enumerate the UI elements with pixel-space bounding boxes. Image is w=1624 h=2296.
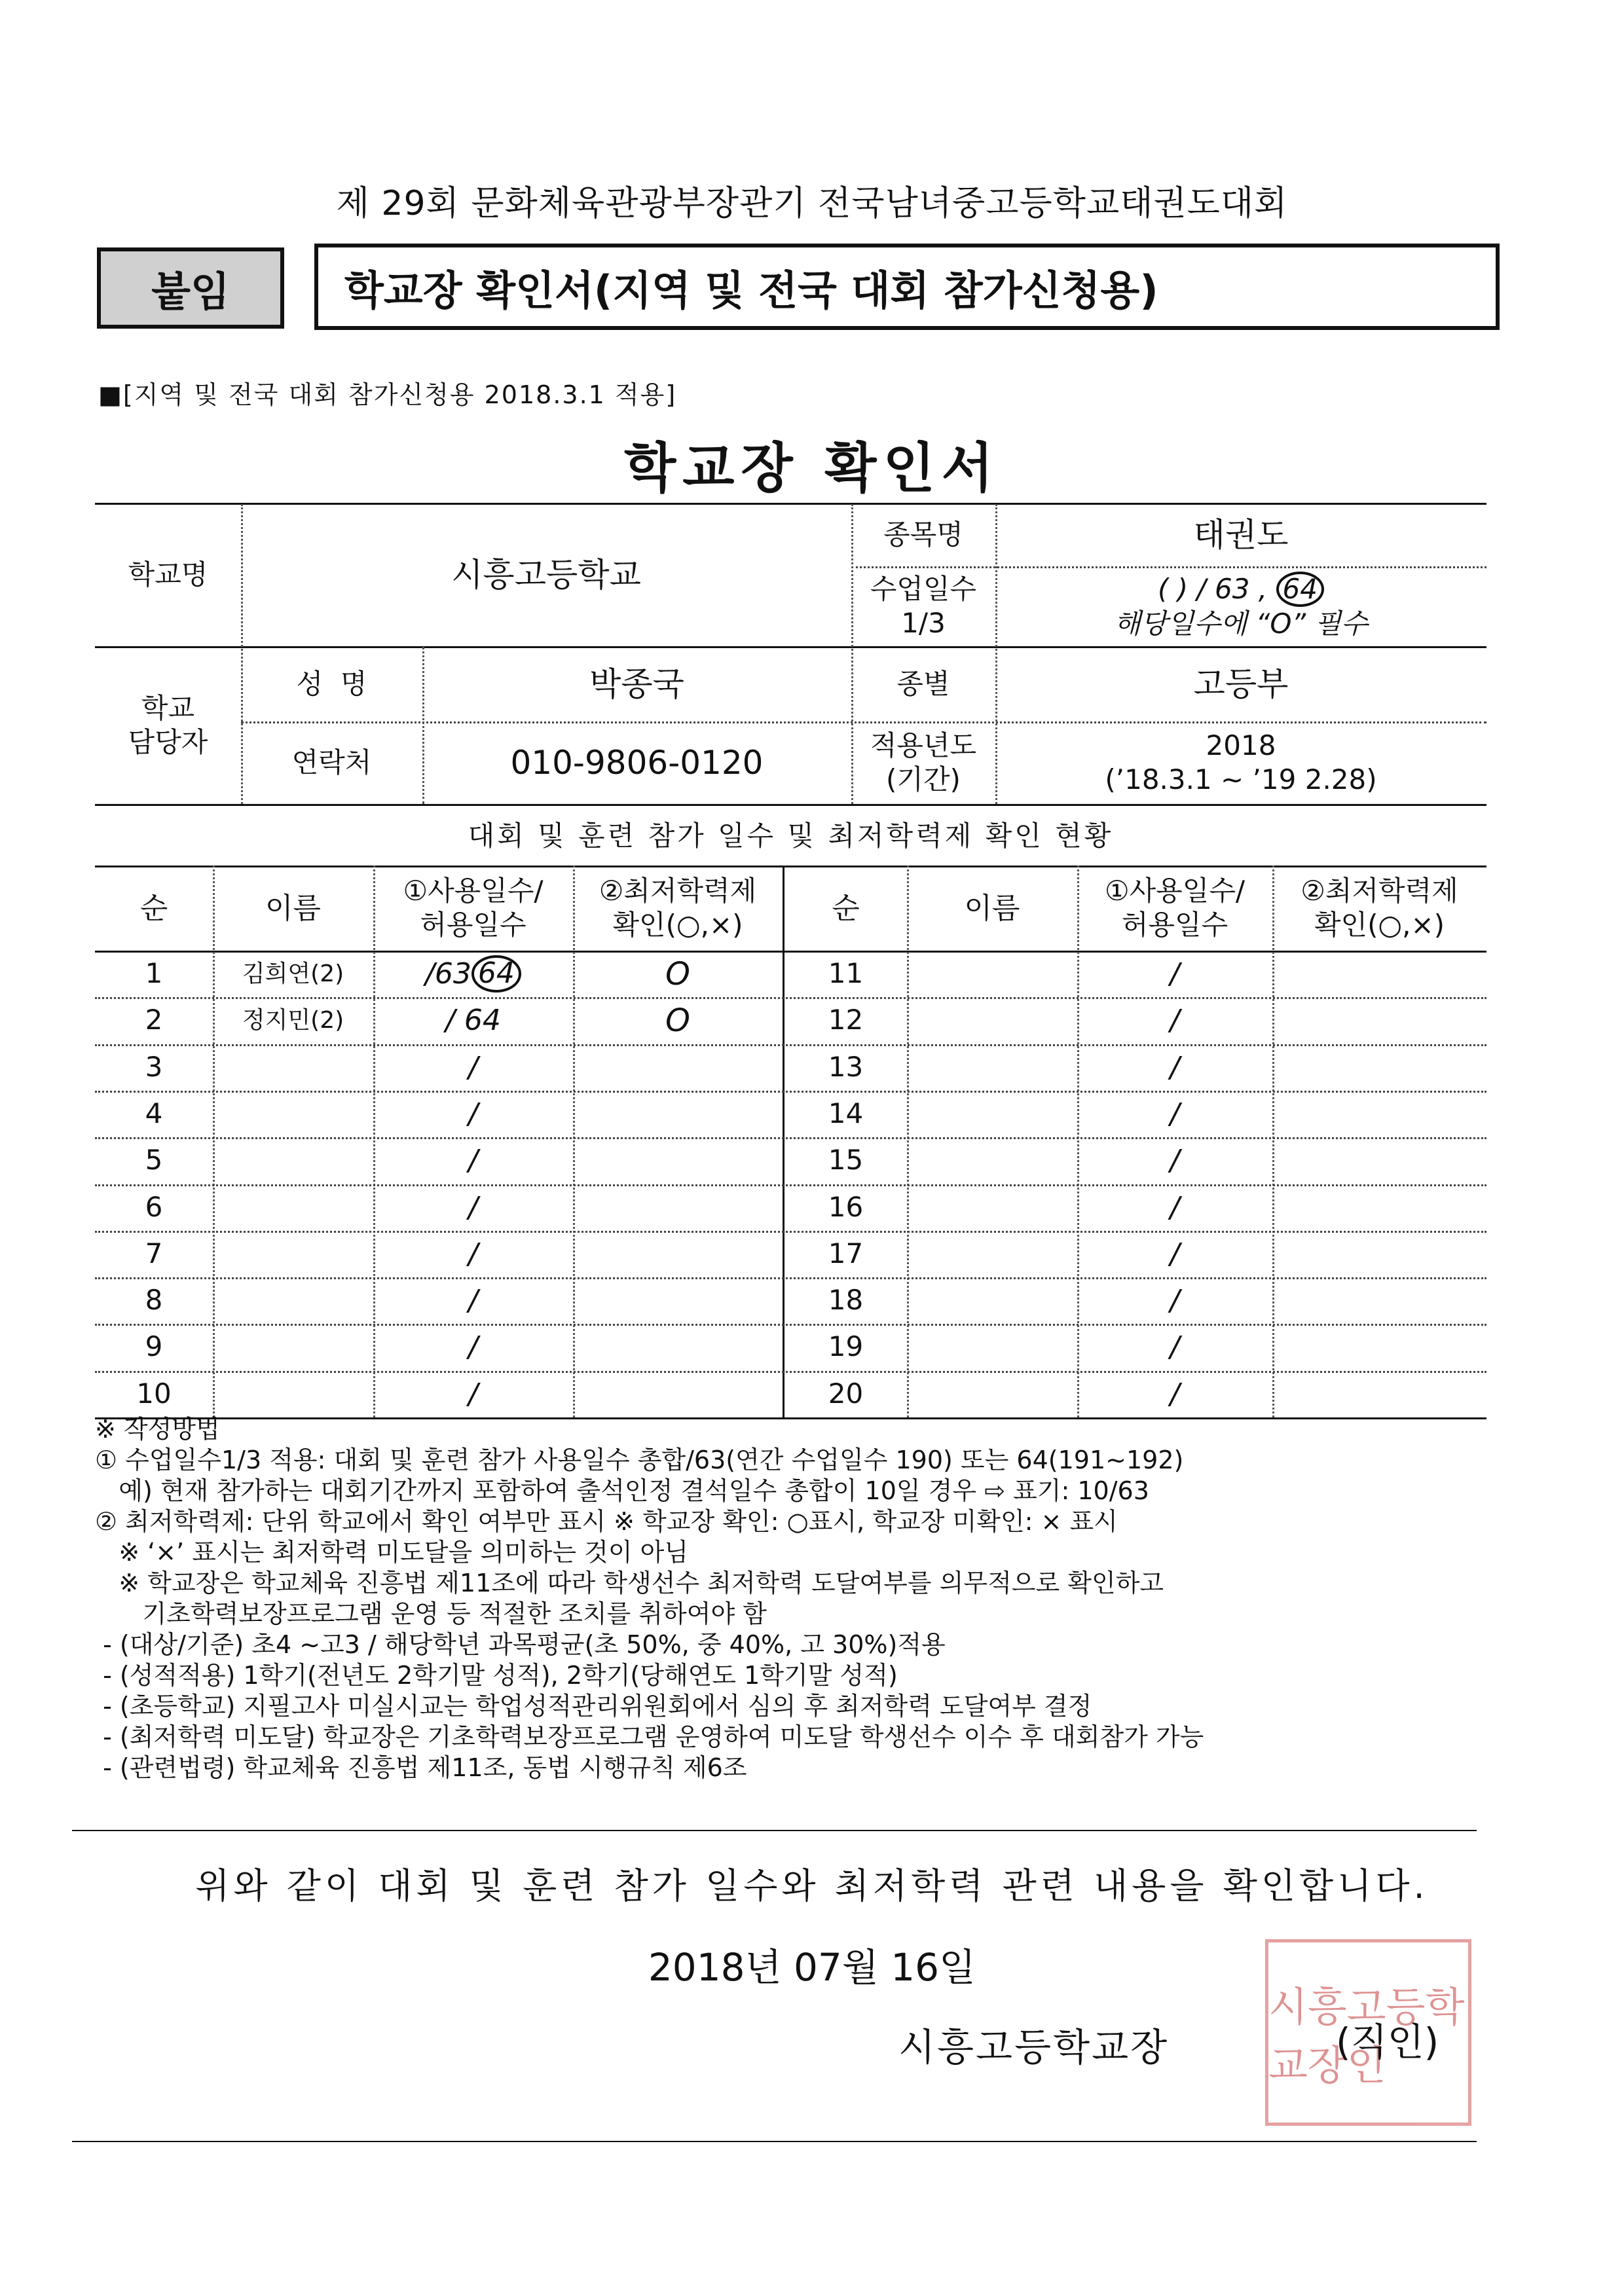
instruction-line: - (최저학력 미도달) 학교장은 기초학력보장프로그램 운영하여 미도달 학생선수 이수 후 대회참가 가능 (95, 1722, 1204, 1751)
days-used-text: / (468, 1237, 478, 1271)
header-min-left (573, 866, 783, 951)
apply-note: ■[지역 및 전국 대회 참가신청용 2018.3.1 적용] (98, 380, 677, 409)
instruction-line: - (초등학교) 지필고사 미실시교는 학업성적관리위원회에서 심의 후 최저학력 도달여부 결정 (95, 1692, 1092, 1721)
confirm-text: 위와 같이 대회 및 훈련 참가 일수와 최저학력 관련 내용을 확인합니다. (195, 1865, 1429, 1906)
row-number: 9 (145, 1330, 163, 1363)
row-number: 15 (828, 1144, 864, 1176)
athlete-name (213, 1277, 373, 1324)
athlete-name: 김희연(2) (242, 960, 344, 987)
writing-instructions (95, 1414, 1483, 1783)
days-used (373, 1324, 573, 1370)
school-value: 시흥고등학교 (451, 556, 641, 594)
days-used-text: / (468, 1330, 478, 1364)
class-days-circled: 64 (1276, 572, 1324, 607)
instruction-line: ※ 학교장은 학교체육 진흥법 제11조에 따라 학생선수 최저학력 도달여부를 의무적으로 확인하고 (95, 1569, 1164, 1597)
header-min-line2: 확인(○,×) (1314, 909, 1445, 941)
header-days-line1: ①사용일수/ (1104, 874, 1246, 907)
header-days-line1: ①사용일수/ (403, 874, 544, 907)
instruction-line: 예) 현재 참가하는 대회기간까지 포함하여 출석인정 결석일수 총합이 10일 경우 ⇨ 표기: 10/63 (95, 1476, 1149, 1505)
days-used: / (1170, 957, 1180, 991)
school-label: 학교명 (128, 558, 208, 591)
row-number: 11 (828, 957, 864, 990)
row-number: 13 (828, 1051, 864, 1084)
athlete-name (907, 1231, 1077, 1277)
row-number: 5 (145, 1144, 163, 1176)
class-days-label-line1: 수업일수 (870, 572, 977, 605)
days-used-text: / (468, 1377, 478, 1411)
min-academic-check: O (665, 955, 690, 993)
days-used-text: / (468, 1051, 478, 1084)
class-days-value (995, 566, 1486, 646)
min-academic-check (1272, 1091, 1486, 1137)
competition-title: 제 29회 문화체육관광부장관기 전국남녀중고등학교태권도대회 (336, 184, 1288, 223)
min-academic-check: O (665, 1002, 690, 1039)
athlete-name (213, 1044, 373, 1091)
min-academic-check (1272, 1324, 1486, 1370)
header-min-line2: 확인(○,×) (612, 909, 743, 941)
instruction-line: ① 수업일수1/3 적용: 대회 및 훈련 참가 사용일수 총합/63(연간 수업일수 190) 또는 64(191~192) (95, 1446, 1184, 1474)
min-academic-check (573, 1091, 783, 1137)
athlete-name (213, 1324, 373, 1370)
athlete-name (213, 1184, 373, 1231)
min-academic-check (1272, 1137, 1486, 1184)
athlete-name (213, 1091, 373, 1137)
athlete-name (907, 1277, 1077, 1324)
min-academic-check (1272, 1044, 1486, 1091)
year-value (995, 721, 1486, 804)
instruction-line: - (성적적용) 1학기(전년도 2학기말 성적), 2학기(당해연도 1학기말 성적) (95, 1661, 898, 1690)
athlete-name (213, 1371, 373, 1417)
min-academic-check (1272, 1231, 1486, 1277)
athlete-name (907, 951, 1077, 997)
min-academic-check (573, 1044, 783, 1091)
instruction-line: ② 최저학력제: 단위 학교에서 확인 여부만 표시 ※ 학교장 확인: ○표시, 학교장 미확인: × 표시 (95, 1507, 1118, 1536)
instruction-line: 기초학력보장프로그램 운영 등 적절한 조치를 취하여야 함 (95, 1599, 767, 1628)
days-used-text: / (468, 1284, 478, 1317)
instruction-line: ※ ‘×’ 표시는 최저학력 미도달을 의미하는 것이 아님 (95, 1538, 689, 1567)
days-used (373, 1231, 573, 1277)
year-label (851, 721, 995, 804)
table-section-title: 대회 및 훈련 참가 일수 및 최저학력제 확인 현황 (468, 819, 1114, 852)
days-used: / (1170, 1237, 1180, 1271)
instructions-heading: ※ 작성방법 (95, 1415, 220, 1444)
days-used (373, 1277, 573, 1324)
division-label: 종별 (896, 667, 950, 700)
header-days-left (373, 866, 573, 951)
manager-label (95, 647, 241, 804)
row-number: 7 (145, 1237, 163, 1270)
header-no-right: 순 (832, 891, 860, 925)
days-used-text: / (468, 1144, 478, 1177)
class-days-label (851, 566, 995, 646)
manager-label-line2: 담당자 (128, 726, 208, 758)
days-used-text: / (468, 1191, 478, 1224)
days-used: / (1170, 1097, 1180, 1131)
min-academic-check (1272, 1277, 1486, 1324)
row-number: 2 (145, 1004, 163, 1036)
athlete-name (907, 1371, 1077, 1417)
row-number: 10 (136, 1377, 172, 1410)
athlete-name (907, 1184, 1077, 1231)
min-academic-check (573, 1231, 783, 1277)
min-academic-check (573, 1277, 783, 1324)
name-label: 성 명 (296, 667, 367, 700)
days-used-text: / 64 (445, 1004, 501, 1037)
athlete-name (907, 1137, 1077, 1184)
row-number: 20 (828, 1377, 864, 1410)
header-days-line2: 허용일수 (420, 909, 526, 941)
athlete-name (907, 1044, 1077, 1091)
days-used (373, 1184, 573, 1231)
days-used-text: / (468, 1097, 478, 1131)
year-label-line2: (기간) (886, 763, 961, 795)
row-number: 16 (828, 1191, 864, 1224)
athlete-name (907, 997, 1077, 1044)
row-number: 12 (828, 1004, 864, 1036)
athlete-name (213, 1231, 373, 1277)
days-used (373, 951, 573, 997)
athlete-name: 정지민(2) (242, 1007, 344, 1034)
header-days-line2: 허용일수 (1121, 909, 1228, 941)
min-academic-check (573, 1324, 783, 1370)
event-value: 태권도 (1193, 516, 1289, 555)
days-used: / (1170, 1051, 1180, 1084)
row-number: 4 (145, 1097, 163, 1130)
header-min-line1: ②최저학력제 (599, 874, 757, 907)
days-used-text: /63 (425, 957, 471, 991)
year-value-line1: 2018 (1206, 729, 1276, 761)
athlete-name (213, 1137, 373, 1184)
header-name-right: 이름 (964, 891, 1020, 925)
days-used: / (1170, 1191, 1180, 1224)
row-number: 19 (828, 1330, 864, 1363)
athlete-name (907, 1091, 1077, 1137)
contact-value: 010-9806-0120 (510, 743, 764, 782)
min-academic-check (1272, 997, 1486, 1044)
header-min-right (1272, 866, 1486, 951)
contact-label: 연락처 (291, 746, 372, 778)
year-value-line2: (’18.3.1 ~ ’19 2.28) (1105, 763, 1377, 795)
days-used: / (1170, 1284, 1180, 1317)
class-days-text: ( ) / 63 , (1158, 572, 1268, 605)
min-academic-check (573, 1137, 783, 1184)
athlete-name (907, 1324, 1077, 1370)
row-number: 8 (145, 1284, 163, 1317)
instruction-line: - (대상/기준) 초4 ~고3 / 해당학년 과목평균(초 50%, 중 40%, 고 30%)적용 (95, 1630, 946, 1659)
division-value: 고등부 (1193, 665, 1289, 703)
name-value: 박종국 (589, 665, 684, 703)
seal-stamp-text: 시흥고등학교장인 (1268, 1982, 1465, 2089)
days-used (373, 997, 573, 1044)
class-days-note: 해당일수에 “O” 필수 (1114, 607, 1368, 640)
days-used (373, 1091, 573, 1137)
days-used: / (1170, 1144, 1180, 1177)
days-used (373, 1371, 573, 1417)
row-number: 1 (145, 957, 163, 990)
row-number: 6 (145, 1191, 163, 1224)
header-no-left: 순 (139, 891, 168, 925)
manager-label-line1: 학교 (141, 691, 195, 724)
days-used (373, 1137, 573, 1184)
school-head: 시흥고등학교장 (898, 2025, 1170, 2069)
year-label-line1: 적용년도 (870, 729, 977, 761)
row-number: 14 (828, 1097, 864, 1130)
seal-label: (직인) (1336, 2020, 1439, 2064)
document-date: 2018년 07월 16일 (648, 1945, 976, 1990)
days-used (373, 1044, 573, 1091)
document-box-title: 학교장 확인서(지역 및 전국 대회 참가신청용) (314, 244, 1500, 330)
min-academic-check (573, 1184, 783, 1231)
min-academic-check (573, 1371, 783, 1417)
days-used: / (1170, 1377, 1180, 1411)
days-used: / (1170, 1330, 1180, 1364)
row-number: 3 (145, 1051, 163, 1084)
days-circled: 64 (471, 955, 521, 992)
header-min-line1: ②최저학력제 (1301, 874, 1458, 907)
event-label: 종목명 (883, 519, 963, 551)
min-academic-check (1272, 1371, 1486, 1417)
min-academic-check (1272, 951, 1486, 997)
class-days-label-line2: 1/3 (901, 607, 946, 639)
instruction-line: - (관련법령) 학교체육 진흥법 제11조, 동법 시행규칙 제6조 (95, 1753, 747, 1782)
days-used: / (1170, 1004, 1180, 1037)
row-number: 18 (828, 1284, 864, 1317)
header-name-left: 이름 (265, 891, 321, 925)
min-academic-check (1272, 1184, 1486, 1231)
row-number: 17 (828, 1237, 864, 1270)
attachment-label: 붙임 (97, 247, 284, 329)
header-days-right (1077, 866, 1272, 951)
main-title: 학교장 확인서 (624, 437, 1000, 500)
